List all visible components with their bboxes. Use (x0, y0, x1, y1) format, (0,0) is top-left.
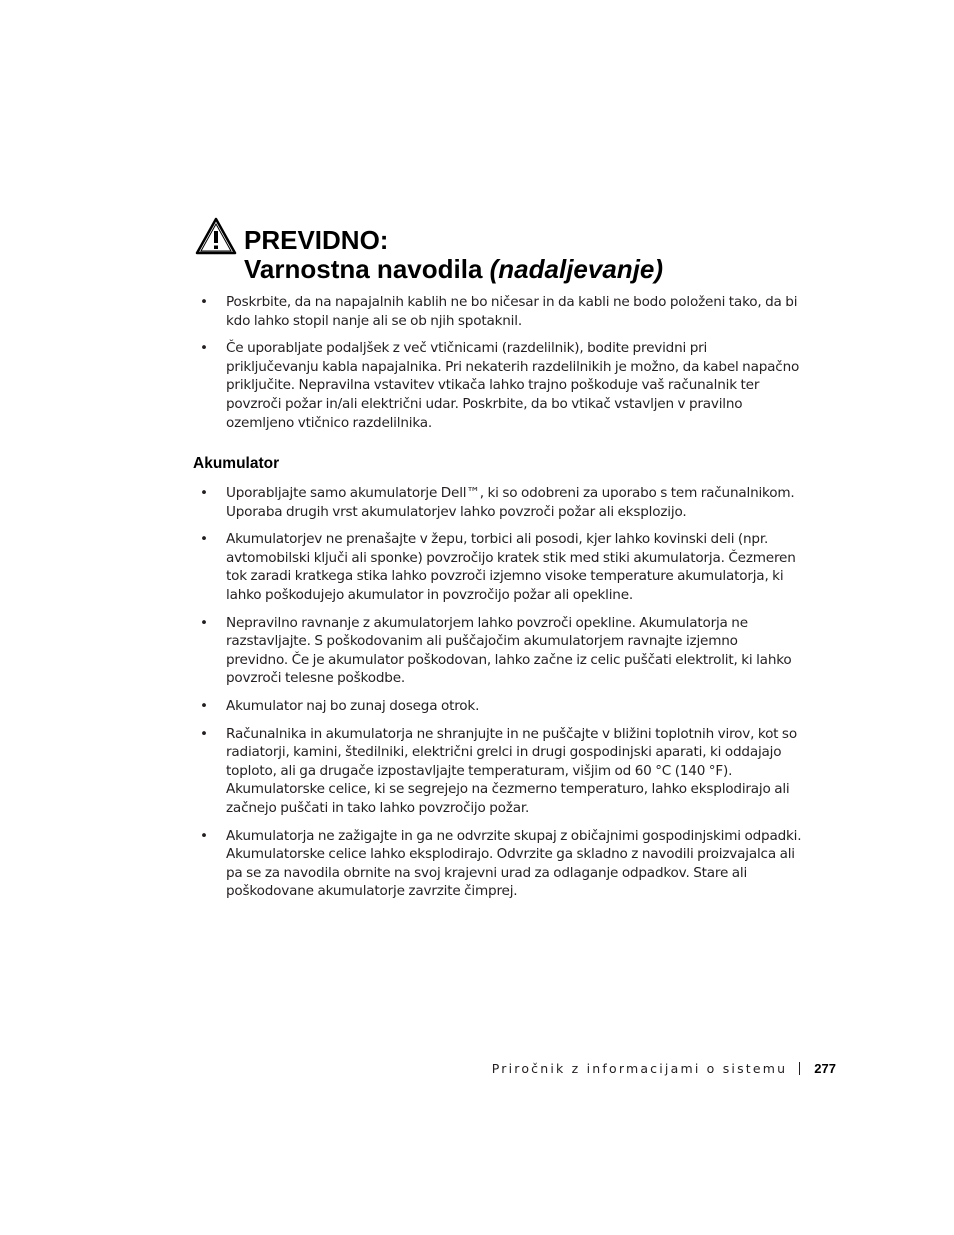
title-line-2-italic: (nadaljevanje) (489, 254, 664, 284)
list-item (193, 697, 803, 716)
list-item (193, 827, 803, 901)
section-title: Akumulator (193, 455, 280, 472)
list-item (193, 339, 803, 432)
title-line-2-main: Varnostna navodila (244, 254, 490, 284)
bullet-icon: • (200, 725, 208, 742)
title-line-1: PREVIDNO: (244, 225, 389, 255)
warning-triangle-icon (194, 216, 238, 256)
bullet-icon: • (200, 340, 208, 357)
footer-divider (799, 1062, 800, 1075)
bullet-icon: • (200, 531, 208, 548)
battery-bullet-list (193, 484, 803, 901)
bullet-icon: • (200, 294, 208, 310)
list-item (193, 725, 803, 818)
title-line-2 (244, 255, 663, 284)
page-title (244, 226, 663, 284)
list-item-text: Akumulatorjev ne prenašajte v žepu, torbici ali posodi, kjer lahko kovinski deli (npr. avtomobilski ključi ali sponke) povzročijo kratek stik med stiki akumulatorja. Čezmeren tok zaradi kratkega stika lahko povzroči izjemno visoke temperature akumulatorja, ki lahko poškodujejo akumulator in povzročijo požar ali opekline. (226, 531, 796, 603)
bullet-icon: • (200, 827, 208, 844)
page-footer (492, 1061, 836, 1076)
list-item-text: Računalnika in akumulatorja ne shranjujte in ne puščajte v bližini toplotnih virov, kot so radiatorji, kamini, štedilniki, električni grelci in drugi gospodinjski aparati, ki oddajajo toploto, ali ga drugače izpostavljajte temperaturam, višjim od 60 °C (140 °F). Akumulatorske celice, ki se segrejejo na čezmerno temperaturo, lahko eksplodirajo ali začnejo puščati in tako lahko povzročijo požar. (226, 725, 797, 816)
list-item-text: Poskrbite, da na napajalnih kablih ne bo ničesar in da kabli ne bodo položeni tako, da bi kdo lahko stopil nanje ali se ob njih spotaknil. (226, 294, 798, 329)
list-item (193, 484, 803, 521)
list-item-text: Če uporabljate podaljšek z več vtičnicami (razdelilnik), bodite previdni pri priključevanju kabla napajalnika. Pri nekaterih razdelilnikih je možno, da kabel napačno priključite. Nepravilna vstavitev vtikača lahko trajno poškoduje vaš računalnik ter povzroči požar in/ali električni udar. Poskrbite, da bo vtikač vstavljen v pravilno ozemljeno vtičnico razdelilnika. (226, 340, 800, 431)
bullet-icon: • (200, 697, 208, 714)
page-number: 277 (814, 1061, 836, 1076)
list-item-text: Nepravilno ravnanje z akumulatorjem lahko povzroči opekline. Akumulatorja ne razstavljajte. S poškodovanim ali puščajočim akumulatorjem ravnajte izjemno previdno. Če je akumulator poškodovan, lahko začne iz celic puščati elektrolit, ki lahko povzroči telesne poškodbe. (226, 614, 792, 687)
bullet-icon: • (200, 485, 208, 501)
list-item (193, 530, 803, 604)
list-item (193, 614, 803, 688)
list-item-text: Akumulator naj bo zunaj dosega otrok. (226, 697, 480, 714)
list-item-text: Uporabljajte samo akumulatorje Dell™, ki so odobreni za uporabo s tem računalnikom. Uporaba drugih vrst akumulatorjev lahko povzroči požar ali eksplozijo. (226, 485, 795, 520)
list-item-text: Akumulatorja ne zažigajte in ga ne odvrzite skupaj z običajnimi gospodinjskimi odpadki. Akumulatorske celice lahko eksplodirajo. Odvrzite ga skladno z navodili proizvajalca ali pa se za navodila obrnite na svoj krajevni urad za odlaganje odpadkov. Stare ali poškodovane akumulatorje zavrzite čimprej. (226, 827, 802, 900)
intro-bullet-list (193, 293, 803, 432)
footer-title: Priročnik z informacijami o sistemu (491, 1061, 788, 1076)
list-item (193, 293, 803, 330)
bullet-icon: • (200, 614, 208, 631)
